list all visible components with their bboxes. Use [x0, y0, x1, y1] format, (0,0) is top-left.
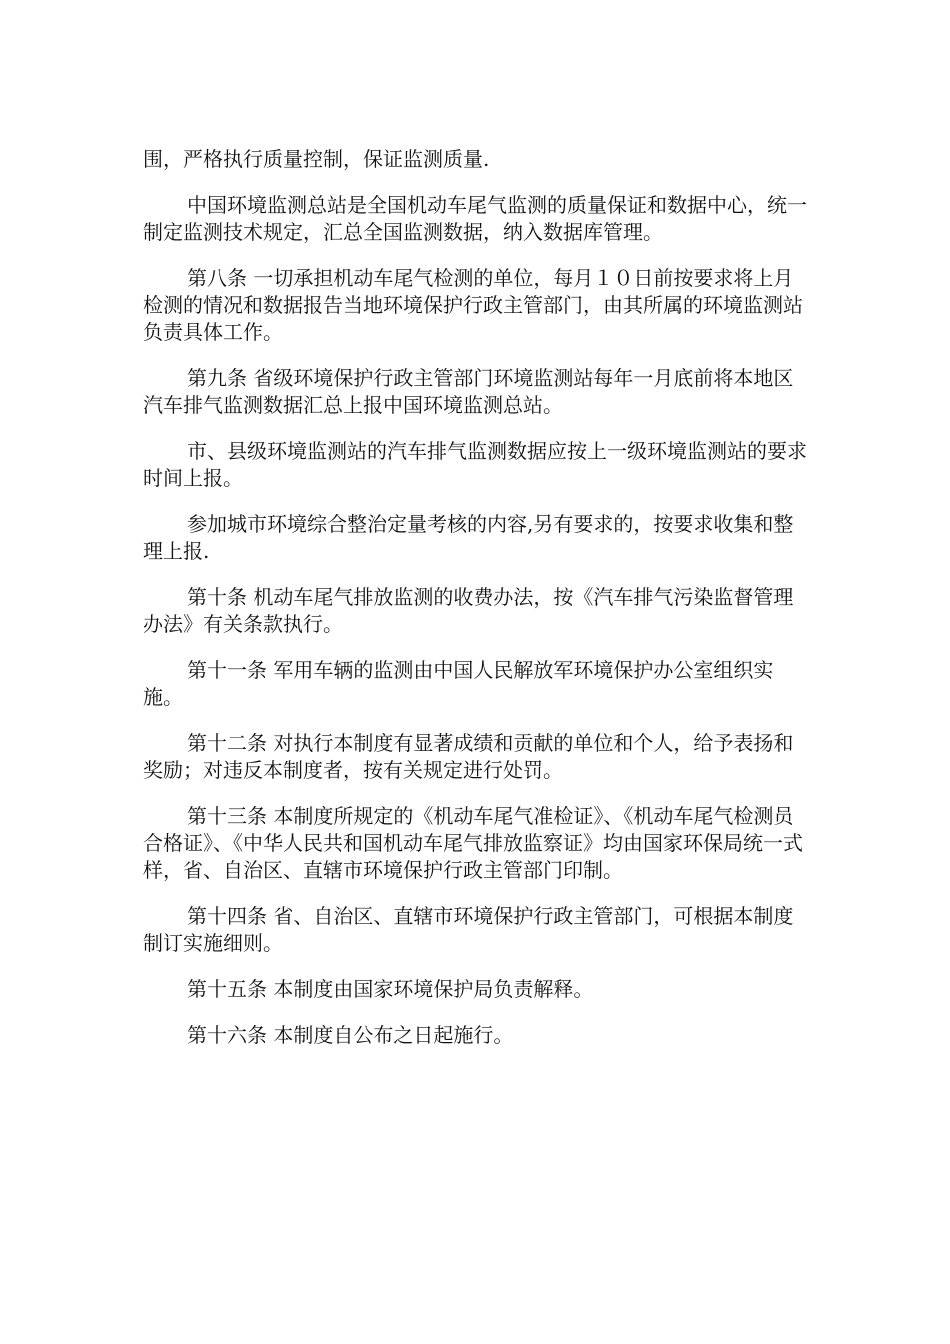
document-body — [143, 146, 807, 1068]
article-13: 第十三条 本制度所规定的《机动车尾气准检证》、《机动车尾气检测员合格证》、《中华人民共和国机动车尾气排放监察证》均由国家环保局统一式样，省、自治区、直辖市环境保护行政主管部门印制。 — [143, 804, 803, 882]
article-15: 第十五条 本制度由国家环境保护局负责解释。 — [187, 977, 594, 1001]
paragraph: 中国环境监测总站是全国机动车尾气监测的质量保证和数据中心，统一制定监测技术规定，汇总全国监测数据，纳入数据库管理。 — [143, 193, 807, 244]
article-12: 第十二条 对执行本制度有显著成绩和贡献的单位和个人，给予表扬和奖励；对违反本制度者，按有关规定进行处罚。 — [143, 731, 794, 782]
paragraph: 市、县级环境监测站的汽车排气监测数据应按上一级环境监测站的要求时间上报。 — [143, 439, 807, 490]
paragraph: 参加城市环境综合整治定量考核的内容,另有要求的，按要求收集和整理上报. — [143, 512, 794, 563]
article-16: 第十六条 本制度自公布之日起施行。 — [187, 1023, 514, 1047]
article-11: 第十一条 军用车辆的监测由中国人民解放军环境保护办公室组织实施。 — [143, 658, 774, 709]
article-10: 第十条 机动车尾气排放监测的收费办法，按《汽车排气污染监督管理办法》有关条款执行。 — [143, 585, 794, 636]
article-8: 第八条 一切承担机动车尾气检测的单位，每月１０日前按要求将上月检测的情况和数据报告当地环境保护行政主管部门，由其所属的环境监测站负责具体工作。 — [143, 266, 803, 344]
article-9: 第九条 省级环境保护行政主管部门环境监测站每年一月底前将本地区汽车排气监测数据汇总上报中国环境监测总站。 — [143, 366, 794, 417]
article-14: 第十四条 省、自治区、直辖市环境保护行政主管部门，可根据本制度制订实施细则。 — [143, 904, 794, 955]
paragraph-continuation: 围，严格执行质量控制，保证监测质量. — [143, 147, 490, 171]
